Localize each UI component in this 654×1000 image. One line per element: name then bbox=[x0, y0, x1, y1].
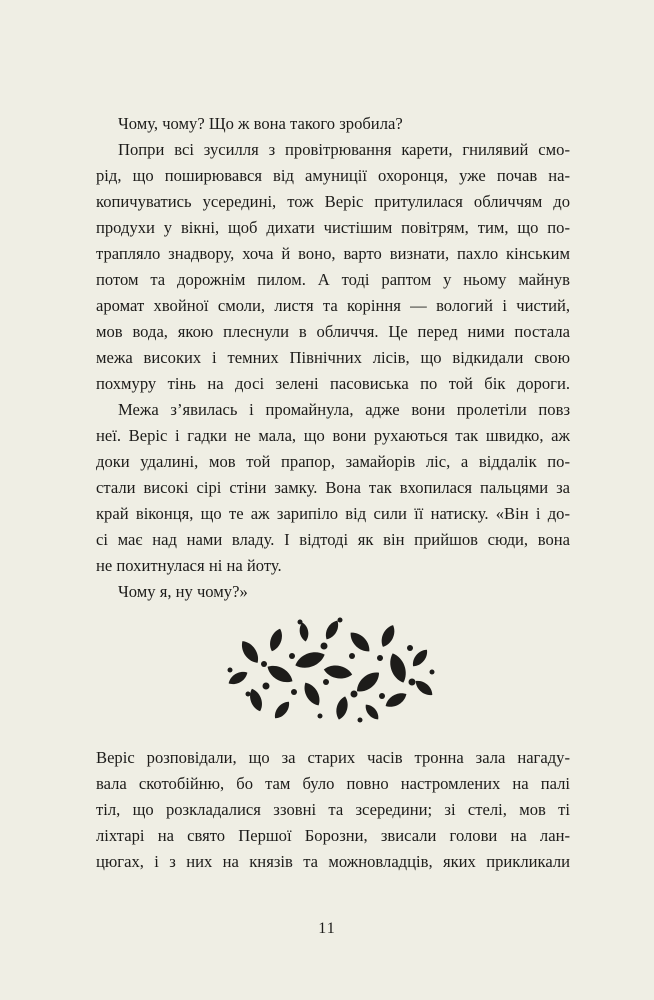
text-line: вала скотобійню, бо там було повно настромлених на палі bbox=[96, 774, 570, 793]
text-line: не похитнулася ні на йоту. bbox=[96, 556, 282, 575]
text-line: похмуру тінь на досі зелені пасовиська по той бік дороги. bbox=[96, 374, 570, 393]
text-line: ліхтарі на свято Першої Борозни, звисали голови на лан- bbox=[96, 826, 570, 845]
text-line: рід, що поширювався від амуниції охоронця, уже почав на- bbox=[96, 166, 570, 185]
text-line: цюгах, і з них на князів та можновладців, яких прикликали bbox=[96, 852, 570, 871]
text-line: потом та дорожнім пилом. А тоді раптом у ньому майнув bbox=[96, 270, 570, 289]
text-line: Веріс розповідали, що за старих часів тронна зала нагаду- bbox=[96, 748, 570, 767]
text-line: трапляло знадвору, хоча й воно, варто визнати, пахло кінським bbox=[96, 244, 570, 263]
text-line: неї. Веріс і гадки не мала, що вони рухаються так швидко, аж bbox=[96, 426, 570, 445]
text-line: аромат хвойної смоли, листя та коріння — вологий і чистий, bbox=[96, 296, 570, 315]
page-number: 11 bbox=[318, 920, 336, 937]
text-line: мов вода, якою плеснули в обличчя. Це перед ними постала bbox=[96, 322, 570, 341]
leaf-ornament-icon bbox=[220, 612, 442, 728]
text-line: Попри всі зусилля з провітрювання карети, гнилявий смо- bbox=[118, 140, 570, 159]
text-line: копичуватись усередині, тож Веріс притулилася обличчям до bbox=[96, 192, 570, 211]
text-line: стали високі сірі стіни замку. Вона так вхопилася пальцями за bbox=[96, 478, 570, 497]
text-line: сі має над нами владу. І відтоді як він прийшов сюди, вона bbox=[96, 530, 570, 549]
text-line: межа високих і темних Північних лісів, що відкидали свою bbox=[96, 348, 570, 367]
text-line: Чому, чому? Що ж вона такого зробила? bbox=[118, 114, 403, 133]
text-line: Чому я, ну чому?» bbox=[118, 582, 248, 601]
text-line: Межа з’явилась і промайнула, адже вони пролетіли повз bbox=[118, 400, 570, 419]
text-line: тіл, що розкладалися ззовні та зсередини; зі стелі, мов ті bbox=[96, 800, 570, 819]
text-line: продухи у вікні, щоб дихати чистішим повітрям, тим, що по- bbox=[96, 218, 570, 237]
text-line: край віконця, що те аж зарипіло від сили її натиску. «Він і до- bbox=[96, 504, 570, 523]
text-line: доки удалині, мов той прапор, замайорів ліс, а віддалік по- bbox=[96, 452, 570, 471]
